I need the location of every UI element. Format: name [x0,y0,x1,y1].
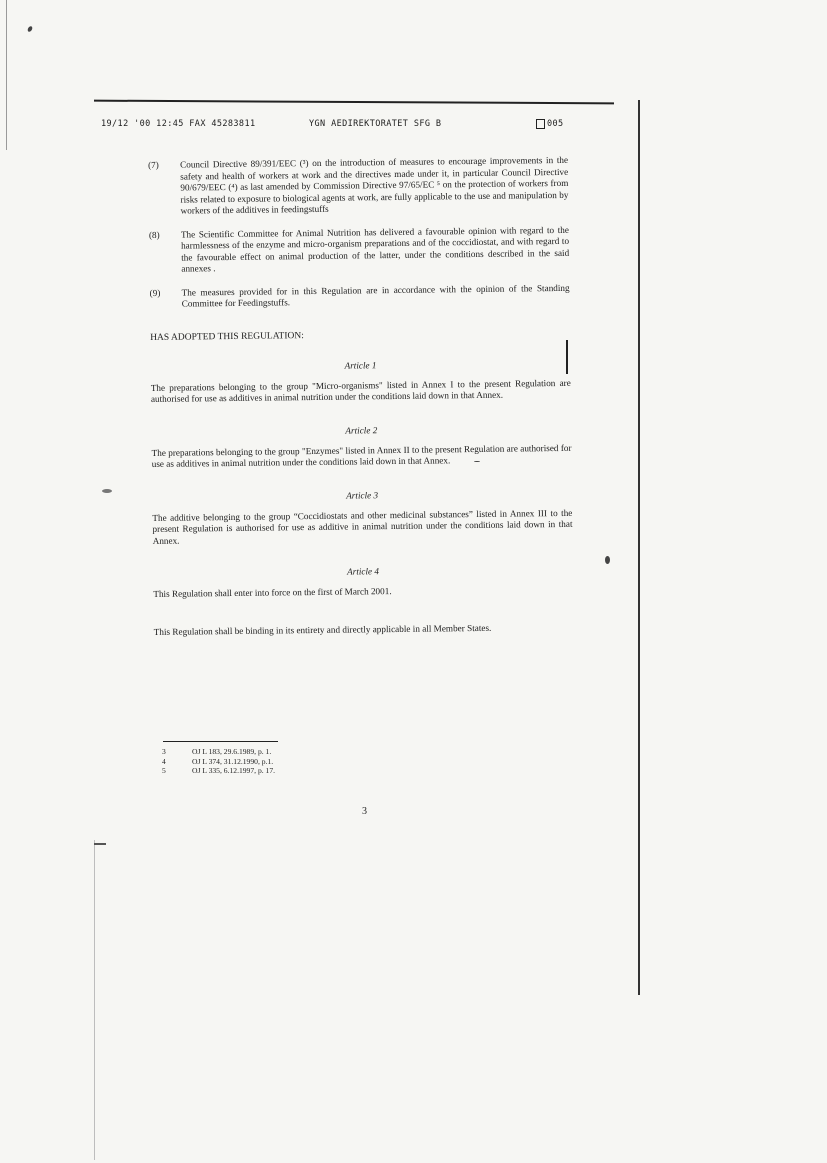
closing-statement: This Regulation shall be binding in its entirety and directly applicable in all Member States. [153,622,492,637]
article-title: Article 4 [347,566,380,577]
recital-item [150,282,570,310]
footnote-separator [163,741,278,742]
fax-header-center: YGN AEDIREKTORATET SFG B [309,119,442,129]
recital-number: (9) [149,287,161,298]
scan-speck [27,25,33,32]
footnote [162,766,275,776]
footnote-mark: 5 [162,766,166,776]
article-text: The additive belonging to the group “Coccidiostats and other medicinal substances” listed in Annex III to the present Regulation is authorised for use as additive in animal nutrition under the conditions laid down in that Annex. [152,507,573,546]
footnote [162,747,275,757]
fax-page-counter: 005 [547,119,564,129]
footnote-text: OJ L 183, 29.6.1989, p. 1. [192,747,272,756]
recital-number: (7) [148,159,159,170]
article-title: Article 3 [346,489,379,501]
fax-header-rule [94,100,614,105]
adoption-statement: HAS ADOPTED THIS REGULATION: [150,330,304,343]
scan-speck [605,556,610,564]
scan-edge-line [6,0,7,150]
article-text: This Regulation shall enter into force on the first of March 2001. [153,586,392,599]
recital-number: (8) [148,229,160,240]
footnote-text: OJ L 335, 6.12.1997, p. 17. [192,766,276,776]
recital-text: The measures provided for in this Regulation are in accordance with the opinion of the Standing Committee for Feedingstuffs. [181,282,570,309]
recital-text: Council Directive 89/391/EEC (³) on the introduction of measures to encourage improvements in the safety and health of workers at work and the directives made under it, in particular Council Directive 90/679/EEC (⁴) as last amended by Commission Directive 97/65/EC ⁵ on the protection of workers from risks related to exposure to biological agents at work, are fully applicable to the use and manipulation by workers of the additives in feedingstuffs [179,154,569,216]
scan-margin-line [638,100,640,995]
recital-text: The Scientific Committee for Animal Nutrition has delivered a favourable opinion with regard to the harmlessness of the enzyme and micro-organism preparations and of the coccidiostat, and with regard to the favourable effect on animal production of the latter, under the conditions described in the said annexes . [180,224,570,274]
article-text: The preparations belonging to the group "Micro-organisms" listed in Annex I to the present Regulation are authorised for use as additives in animal nutrition under the conditions laid down in that Annex. [150,377,571,404]
article-title: Article 2 [345,424,378,436]
article-text: The preparations belonging to the group "Enzymes" listed in Annex II to the present Regulation are authorised for use as additives in animal nutrition under the conditions laid down in that Annex. [151,442,572,469]
article-title: Article 1 [344,359,377,371]
scan-edge-line-lower [94,840,95,1160]
footnote-text: OJ L 374, 31.12.1990, p.1. [192,756,274,766]
fax-page-icon [536,119,545,129]
recital-item [149,224,570,275]
footnotes [162,747,275,776]
footnote [162,757,275,767]
footnote-mark: 4 [162,756,166,766]
footnote-mark: 3 [162,747,166,756]
recital-item [148,155,569,218]
fax-header-right [536,119,564,129]
scan-speck [102,489,112,493]
scan-tick-mark [94,843,106,845]
regulation-body [148,155,574,660]
page-number: 3 [362,806,367,817]
fax-header-left: 19/12 '00 12:45 FAX 45283811 [101,119,256,129]
